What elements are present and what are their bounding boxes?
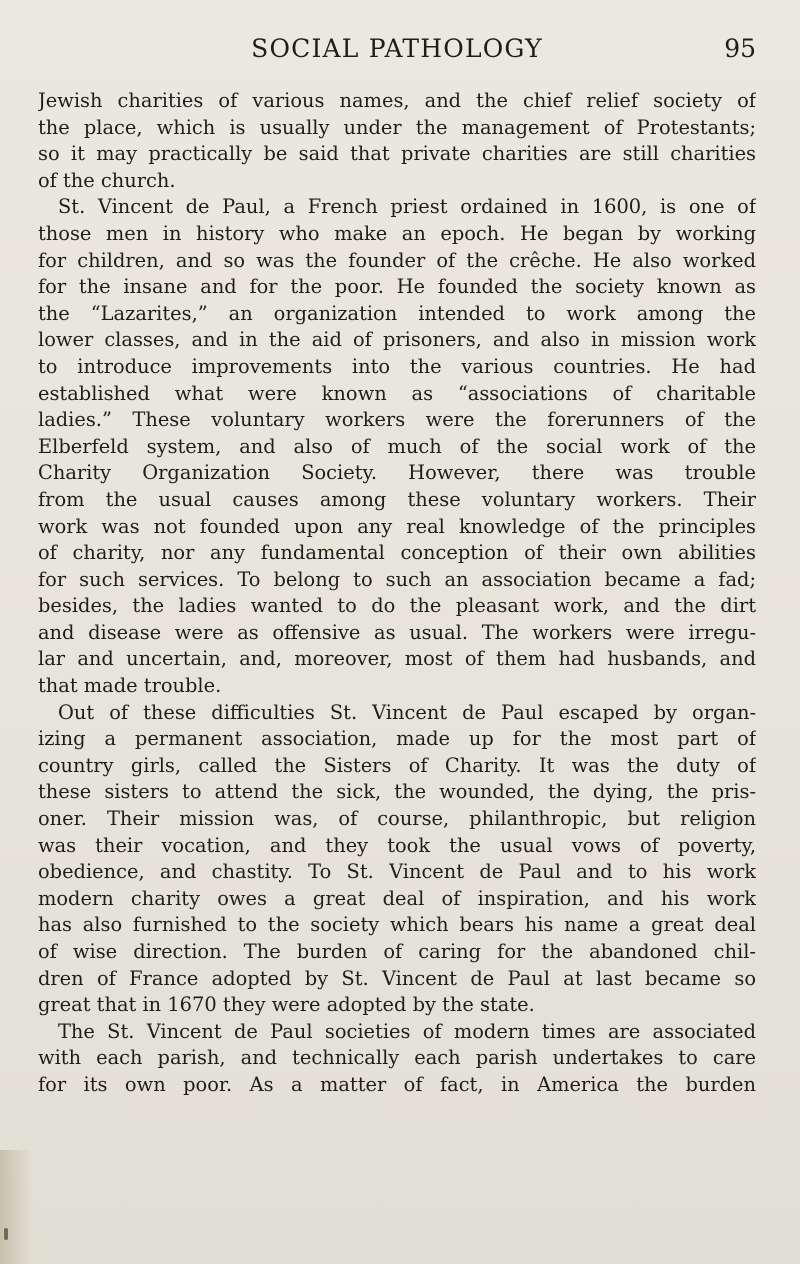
text-line: for its own poor. As a matter of fact, in America the burden <box>38 1072 756 1096</box>
text-line: country girls, called the Sisters of Charity. It was the duty of <box>38 753 756 777</box>
text-line: Charity Organization Society. However, there was trouble <box>38 461 756 485</box>
body-text <box>38 88 756 1099</box>
text-line: was their vocation, and they took the usual vows of poverty, <box>38 833 756 857</box>
text-line: Out of these difficulties St. Vincent de Paul escaped by organ- <box>58 700 756 724</box>
text-line: of the church. <box>38 168 176 192</box>
text-line: obedience, and chastity. To St. Vincent de Paul and to his work <box>38 860 756 884</box>
page-number: 95 <box>724 34 756 63</box>
text-line: to introduce improvements into the various countries. He had <box>38 354 756 378</box>
text-line: St. Vincent de Paul, a French priest ordained in 1600, is one of <box>58 195 756 219</box>
text-line: of charity, nor any fundamental conception of their own abilities <box>38 541 756 565</box>
text-line: and disease were as offensive as usual. The workers were irregu- <box>38 620 756 644</box>
text-line: dren of France adopted by St. Vincent de Paul at last became so <box>38 966 756 990</box>
text-line: from the usual causes among these voluntary workers. Their <box>38 487 756 511</box>
text-line: great that in 1670 they were adopted by the state. <box>38 993 535 1017</box>
running-head <box>38 34 756 64</box>
running-head-title: SOCIAL PATHOLOGY <box>251 34 543 63</box>
text-line: Jewish charities of various names, and the chief relief society of <box>38 89 756 112</box>
text-line: ladies.” These voluntary workers were the forerunners of the <box>38 408 756 432</box>
text-line: Elberfeld system, and also of much of the social work of the <box>38 434 756 458</box>
text-line: besides, the ladies wanted to do the pleasant work, and the dirt <box>38 594 756 618</box>
page-edge-stain <box>0 1150 34 1264</box>
text-line: these sisters to attend the sick, the wounded, the dying, the pris- <box>38 780 756 804</box>
text-line: modern charity owes a great deal of inspiration, and his work <box>38 886 756 910</box>
page-edge-mark <box>4 1228 8 1240</box>
text-line: with each parish, and technically each parish undertakes to care <box>38 1046 756 1070</box>
text-line: that made trouble. <box>38 674 222 698</box>
text-line: lar and uncertain, and, moreover, most of them had husbands, and <box>38 647 756 671</box>
text-line: for such services. To belong to such an association became a fad; <box>38 567 756 591</box>
text-line: for the insane and for the poor. He founded the society known as <box>38 275 756 299</box>
text-line: work was not founded upon any real knowledge of the principles <box>38 514 756 538</box>
text-line: the place, which is usually under the management of Protestants; <box>38 115 756 139</box>
text-line: those men in history who make an epoch. He began by working <box>38 221 756 245</box>
text-line: established what were known as “associations of charitable <box>38 381 756 405</box>
text-line: izing a permanent association, made up for the most part of <box>38 727 756 751</box>
text-line: The St. Vincent de Paul societies of modern times are associated <box>58 1019 756 1043</box>
text-line: for children, and so was the founder of the crêche. He also worked <box>38 248 756 272</box>
text-line: of wise direction. The burden of caring for the abandoned chil- <box>38 940 756 963</box>
text-line: so it may practically be said that private charities are still charities <box>38 142 756 166</box>
text-line: lower classes, and in the aid of prisoners, and also in mission work <box>38 328 756 352</box>
text-line: oner. Their mission was, of course, philanthropic, but religion <box>38 807 756 831</box>
text-line: has also furnished to the society which bears his name a great deal <box>38 913 756 937</box>
text-line: the “Lazarites,” an organization intended to work among the <box>38 301 756 325</box>
